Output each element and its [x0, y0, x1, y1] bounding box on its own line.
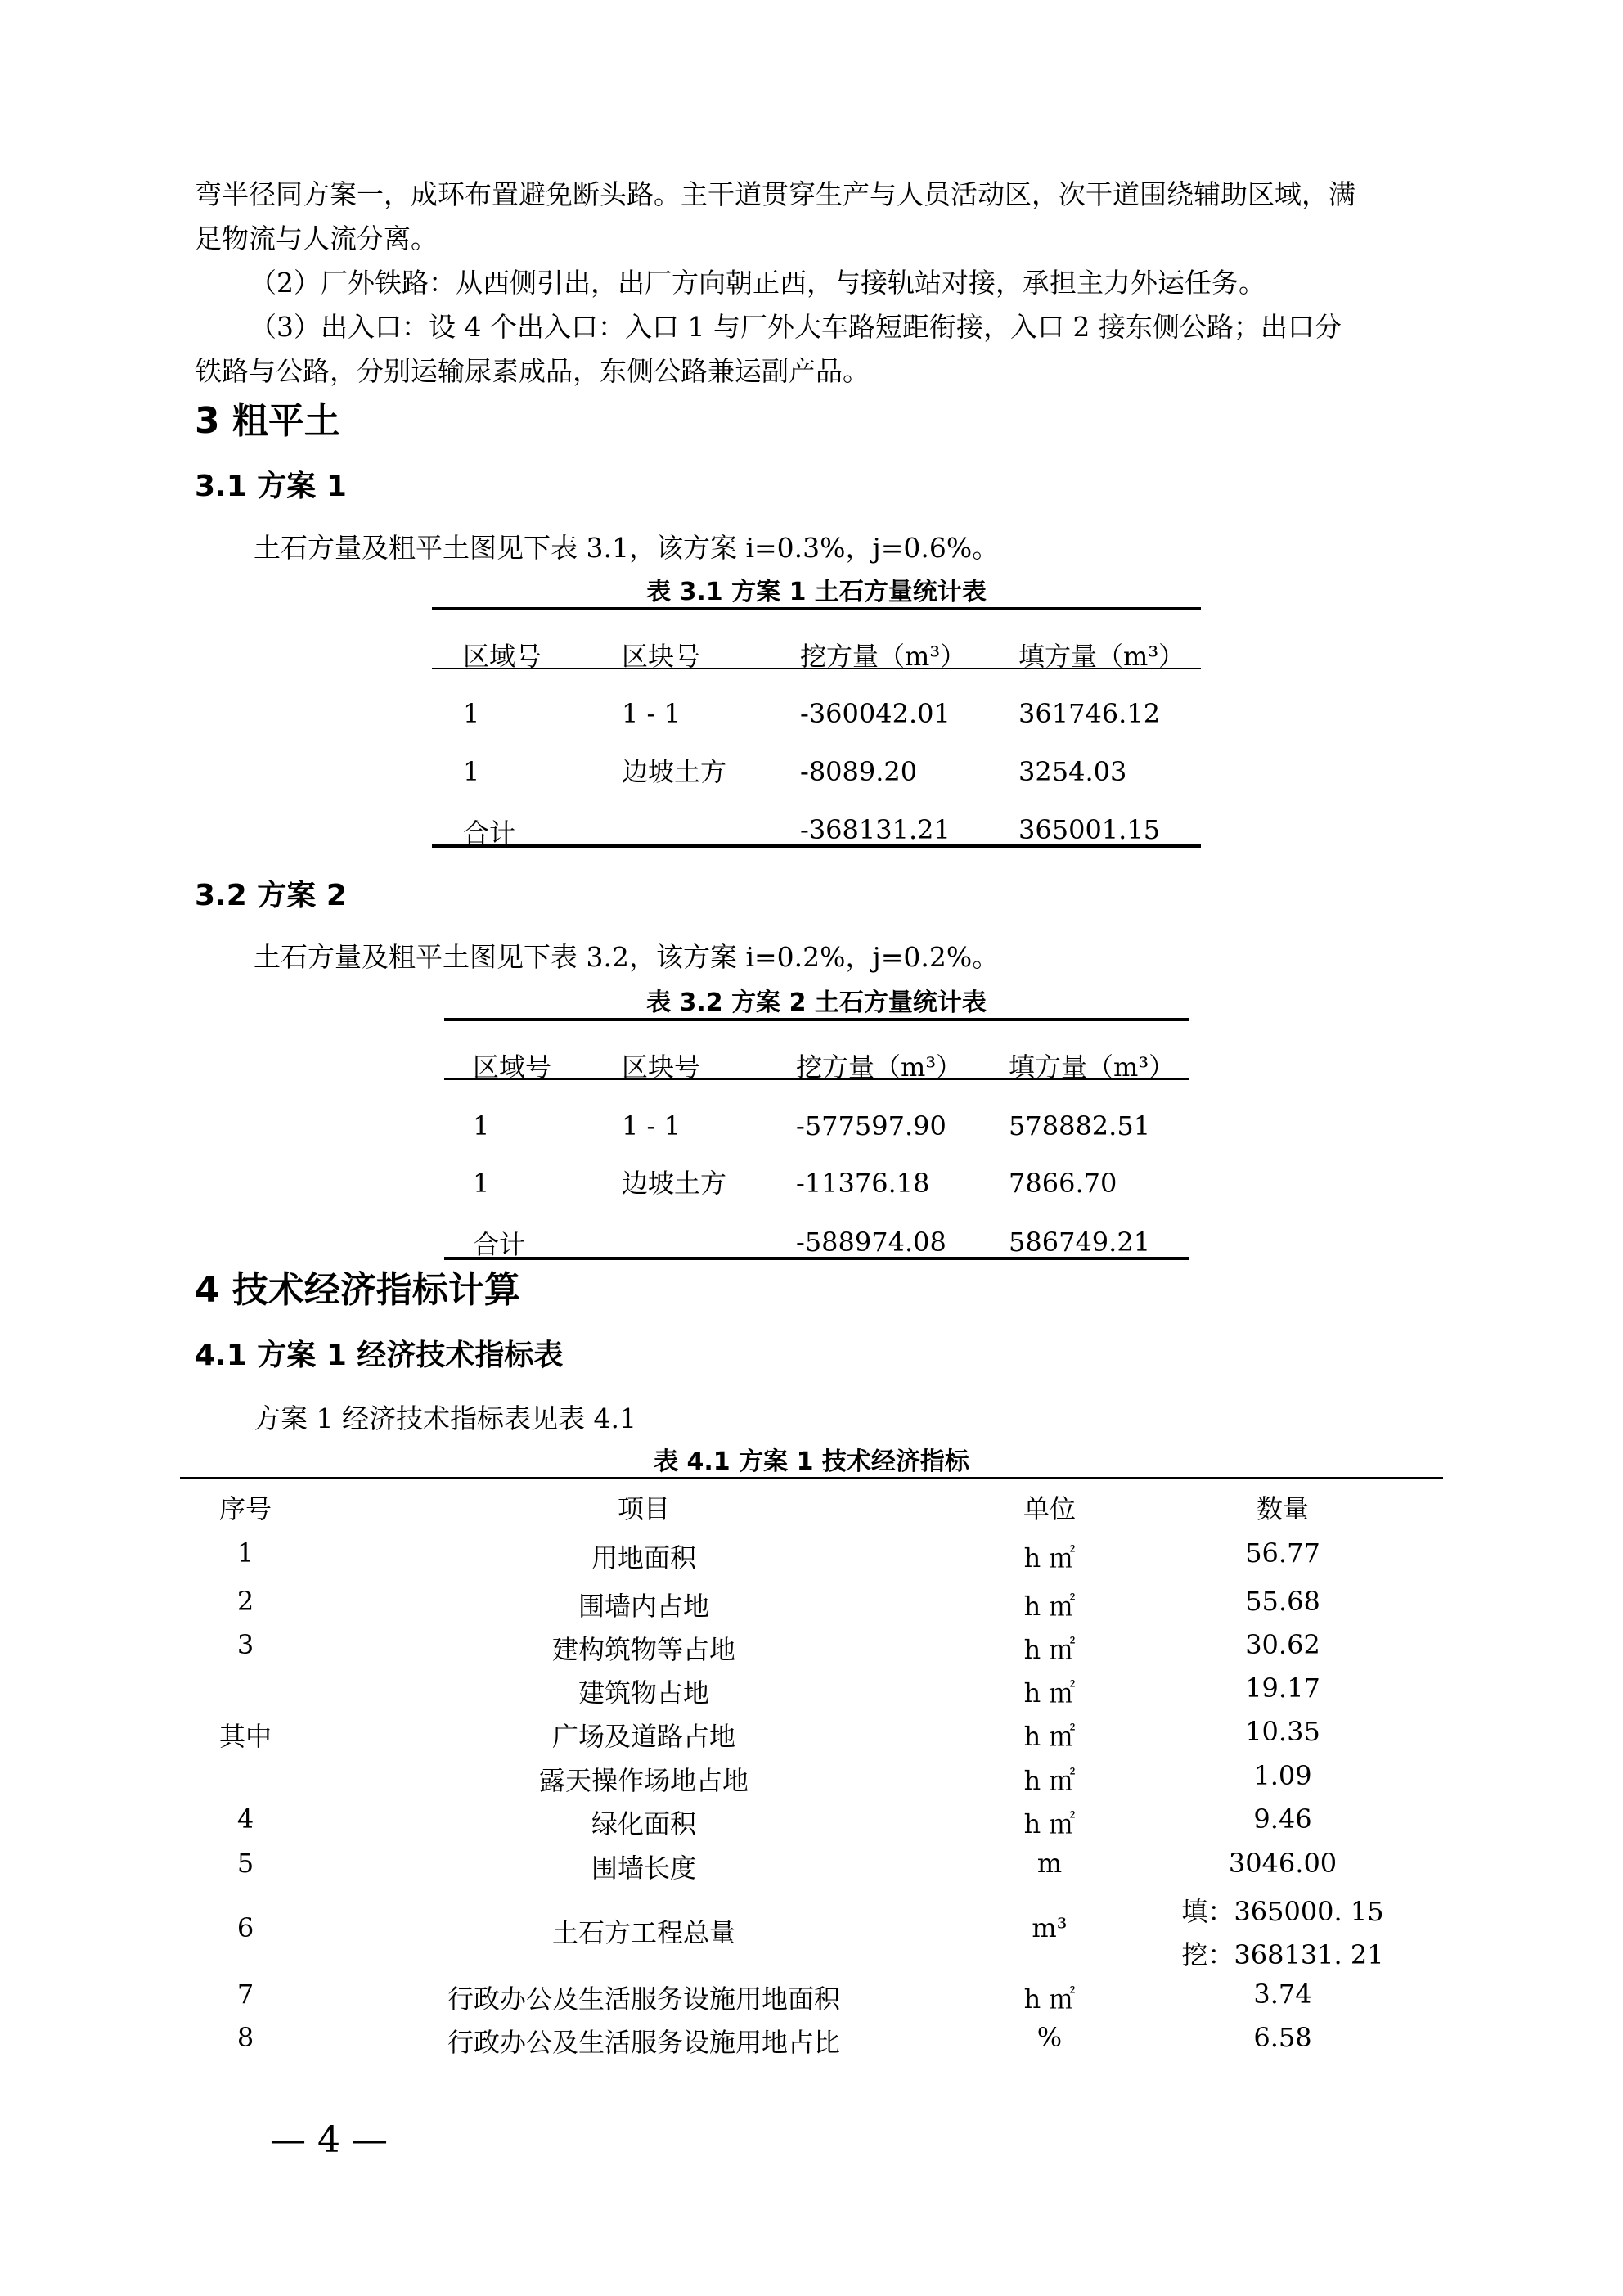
- paragraph-line: 弯半径同方案一，成环布置避免断头路。主干道贯穿生产与人员活动区，次干道围绕辅助区域，满: [195, 178, 1355, 210]
- paragraph-line: （2）厂外铁路：从西侧引出，出厂方向朝正西，与接轨站对接，承担主力外运任务。: [250, 267, 1266, 299]
- table-cell: 19.17: [1245, 1672, 1320, 1704]
- table-top-rule: [180, 1477, 1443, 1479]
- header-cell: 单位: [1023, 1493, 1076, 1524]
- header-cell: 区域号: [473, 1051, 552, 1083]
- paragraph-line: 方案 1 经济技术指标表见表 4.1: [254, 1402, 636, 1434]
- table-cell: 10.35: [1245, 1716, 1320, 1747]
- subsection-heading: 3.1 方案 1: [195, 470, 347, 503]
- table-cell: 1: [463, 698, 480, 729]
- table-cell: 586749.21: [1009, 1227, 1151, 1258]
- table-cell: 填：365000. 15: [1181, 1896, 1384, 1927]
- table-cell: h ㎡: [1023, 1591, 1076, 1622]
- table-cell: -588974.08: [796, 1227, 946, 1258]
- paragraph-line: 土石方量及粗平土图见下表 3.2，该方案 i=0.2%，j=0.2%。: [254, 941, 1000, 973]
- table-cell: 合计: [473, 1229, 526, 1260]
- paragraph-line: 足物流与人流分离。: [195, 223, 438, 254]
- table-cell: 578882.51: [1009, 1110, 1151, 1141]
- table-cell: 广场及道路占地: [551, 1721, 735, 1752]
- table-cell: 1.09: [1253, 1760, 1312, 1791]
- table-cell: 建筑物占地: [578, 1677, 709, 1708]
- paragraph-line: （3）出入口：设 4 个出入口：入口 1 与厂外大车路短距衔接，入口 2 接东侧公路；出口分: [250, 311, 1342, 343]
- table-cell: 挖：368131. 21: [1181, 1939, 1384, 1970]
- subsection-heading: 4.1 方案 1 经济技术指标表: [195, 1339, 564, 1372]
- table-cell: h ㎡: [1023, 1983, 1076, 2015]
- header-cell: 填方量（m³）: [1018, 641, 1185, 672]
- header-cell: 填方量（m³）: [1009, 1051, 1176, 1083]
- table-cell: 5: [236, 1848, 254, 1879]
- subsection-heading: 3.2 方案 2: [195, 879, 347, 912]
- table-cell: -11376.18: [796, 1168, 930, 1199]
- table-cell: 4: [236, 1803, 254, 1835]
- table-cell: -360042.01: [800, 698, 951, 729]
- table-cell: 56.77: [1245, 1537, 1320, 1569]
- header-cell: 区块号: [622, 641, 701, 672]
- table-cell: 围墙内占地: [578, 1591, 709, 1622]
- table-cell: 1 - 1: [622, 698, 681, 729]
- section-heading: 3 粗平土: [195, 400, 340, 442]
- header-cell: 序号: [218, 1493, 272, 1524]
- table-cell: 行政办公及生活服务设施用地面积: [447, 1983, 840, 2015]
- table-cell: 2: [236, 1586, 254, 1617]
- table-cell: m³: [1032, 1912, 1068, 1943]
- table-cell: 合计: [463, 817, 516, 849]
- table-cell: 7: [236, 1979, 254, 2010]
- table-cell: 3.74: [1253, 1979, 1312, 2010]
- table-cell: 9.46: [1253, 1803, 1312, 1835]
- table-cell: 30.62: [1245, 1629, 1320, 1660]
- table-top-rule: [444, 1018, 1189, 1021]
- table-cell: 8: [236, 2022, 254, 2053]
- table-cell: 1: [473, 1110, 490, 1141]
- table-cell: 3: [236, 1629, 254, 1660]
- table-caption: 表 4.1 方案 1 技术经济指标: [654, 1447, 969, 1476]
- table-cell: 用地面积: [591, 1542, 696, 1573]
- table-cell: 建构筑物等占地: [551, 1634, 735, 1665]
- table-cell: 365001.15: [1018, 814, 1161, 845]
- paragraph-line: 铁路与公路，分别运输尿素成品，东侧公路兼运副产品。: [195, 355, 870, 387]
- table-cell: h ㎡: [1023, 1634, 1076, 1665]
- table-cell: 7866.70: [1009, 1168, 1117, 1199]
- table-cell: 露天操作场地占地: [538, 1765, 749, 1796]
- table-top-rule: [432, 607, 1201, 610]
- table-cell: h ㎡: [1023, 1721, 1076, 1752]
- table-cell: 行政办公及生活服务设施用地占比: [447, 2027, 840, 2058]
- table-cell: 6: [236, 1912, 254, 1943]
- table-cell: 3046.00: [1228, 1848, 1338, 1879]
- table-cell: -368131.21: [800, 814, 951, 845]
- table-cell: 361746.12: [1018, 698, 1161, 729]
- header-cell: 区域号: [463, 641, 542, 672]
- table-cell: h ㎡: [1023, 1542, 1076, 1573]
- table-caption: 表 3.2 方案 2 土石方量统计表: [646, 988, 987, 1017]
- table-cell: 边坡土方: [622, 756, 727, 787]
- table-cell: 55.68: [1245, 1586, 1320, 1617]
- paragraph-line: 土石方量及粗平土图见下表 3.1，该方案 i=0.3%，j=0.6%。: [254, 532, 1000, 564]
- header-cell: 挖方量（m³）: [796, 1051, 963, 1083]
- table-cell: 6.58: [1253, 2022, 1312, 2053]
- table-cell: 1: [463, 756, 480, 787]
- table-cell: 1: [236, 1537, 254, 1569]
- table-cell: -577597.90: [796, 1110, 946, 1141]
- header-cell: 区块号: [622, 1051, 701, 1083]
- table-cell: h ㎡: [1023, 1677, 1076, 1708]
- table-cell: 1: [473, 1168, 490, 1199]
- section-heading: 4 技术经济指标计算: [195, 1269, 520, 1311]
- table-cell: 绿化面积: [591, 1808, 696, 1839]
- page-number: — 4 —: [270, 2119, 388, 2161]
- table-cell: 其中: [218, 1721, 272, 1752]
- table-cell: -8089.20: [800, 756, 918, 787]
- table-cell: 1 - 1: [622, 1110, 681, 1141]
- table-cell: 边坡土方: [622, 1168, 727, 1199]
- header-cell: 数量: [1256, 1493, 1309, 1524]
- table-cell: 土石方工程总量: [551, 1917, 735, 1948]
- table-cell: %: [1036, 2022, 1063, 2053]
- table-cell: 围墙长度: [591, 1853, 696, 1884]
- table-cell: 3254.03: [1018, 756, 1127, 787]
- table-caption: 表 3.1 方案 1 土石方量统计表: [646, 578, 987, 606]
- table-cell: m: [1036, 1848, 1063, 1879]
- header-cell: 项目: [617, 1493, 670, 1524]
- table-cell: h ㎡: [1023, 1765, 1076, 1796]
- table-cell: h ㎡: [1023, 1808, 1076, 1839]
- header-cell: 挖方量（m³）: [800, 641, 967, 672]
